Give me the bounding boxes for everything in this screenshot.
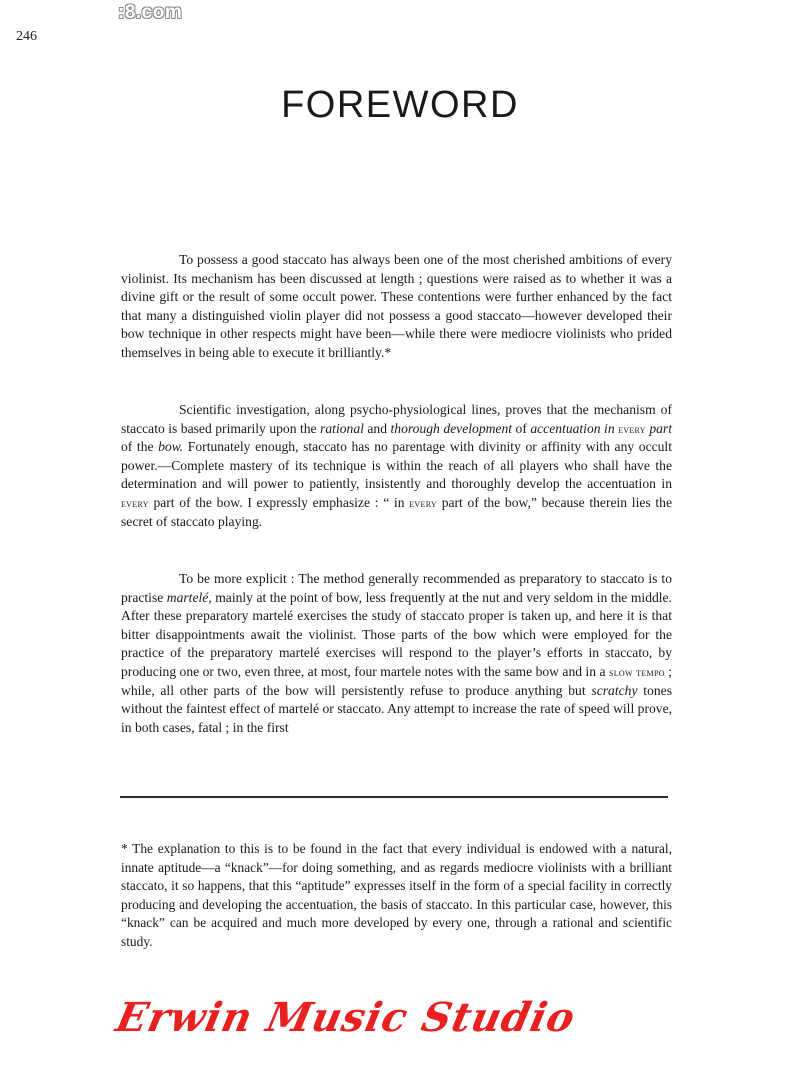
p2-italic-thorough-development: thorough development <box>390 420 513 436</box>
p2-segment-1: Scientific investigation, along psycho-physiological lines, proves that the mechanism of staccato is based primarily upon the <box>121 402 672 436</box>
p2-smallcaps-every-1: every <box>618 421 646 436</box>
p2-italic-part: part <box>649 420 672 436</box>
p3-italic-scratchy: scratchy <box>591 682 638 698</box>
p3-segment-3: ; while, all other parts of the bow will persistently refuse to produce anything but <box>121 663 672 698</box>
p2-segment-2: and <box>363 420 391 436</box>
p3-smallcaps-slow-tempo: slow tempo <box>608 664 665 679</box>
p2-segment-3: of <box>512 420 531 436</box>
p3-italic-martele: martelé, <box>166 589 212 605</box>
p3-segment-2: mainly at the point of bow, less frequently at the nut and very seldom in the middle. After these preparatory martelé exercises the study of staccato proper is taken up, and here it is that bitter disappointments await the violinist. Those parts of the bow which were employed for the practice of the preparatory martelé exercises will respond to the player’s efforts in staccato, by producing one or two, even three, at most, four martele notes with the same bow and in a <box>121 589 672 679</box>
p2-segment-6: part of the bow. I expressly emphasize : “ in <box>148 494 410 510</box>
p2-smallcaps-every-3: every <box>409 495 437 510</box>
footnote-divider <box>120 796 668 798</box>
studio-signature: Erwin Music Studio <box>112 994 580 1041</box>
footnote-text: * The explanation to this is to be found in the fact that every individual is endowed with a natural, innate aptitude—a “knack”—for doing something, and as regards mediocre violinists with a brilliant staccato, it so happens, that this “aptitude” expresses itself in the form of a special facility in correctly producing and developing the accentuation, the basis of staccato. In this particular case, however, this “knack” can be acquired and much more developed by every one, through a rational and scientific study. <box>121 841 672 949</box>
page-title: FOREWORD <box>281 84 519 126</box>
p2-italic-rational: rational <box>320 420 364 436</box>
paragraph-1 <box>121 251 672 363</box>
page-number: 246 <box>16 29 37 44</box>
p2-italic-accentuation: accentuation in <box>530 420 615 436</box>
p3-segment-4: tones without the faintest effect of martelé or staccato. Any attempt to increase the rate of speed will prove, in both cases, fatal ; in the first <box>121 682 672 735</box>
p2-segment-7: part of the bow,” because therein lies the secret of staccato playing. <box>121 494 672 529</box>
paragraph-1-text: To possess a good staccato has always been one of the most cherished ambitions of every violinist. Its mechanism has been discussed at length ; questions were raised as to whether it was a divine gift or the result of some occult power. These contentions were further enhanced by the fact that many a distinguished violin player did not possess a good staccato—however developed their bow technique in other respects might have been—while there were mediocre violinists who prided themselves in being able to execute it brilliantly.* <box>121 252 672 360</box>
paragraph-3 <box>121 570 672 737</box>
p2-segment-4: of the <box>121 439 159 455</box>
p3-segment-1: To be more explicit : The method generally recommended as preparatory to staccato is to practise <box>121 571 672 605</box>
paragraph-2 <box>121 401 672 531</box>
p2-segment-5: Fortunately enough, staccato has no parentage with divinity or affinity with any occult power.—Complete mastery of its technique is within the reach of all players who shall have the determination and will power to patiently, insistently and thoroughly develop the accentuation in <box>121 439 672 492</box>
p2-smallcaps-every-2: every <box>121 495 149 510</box>
footnote <box>121 840 672 952</box>
p2-italic-bow: bow. <box>158 439 184 455</box>
site-watermark: :8.com <box>118 2 183 23</box>
